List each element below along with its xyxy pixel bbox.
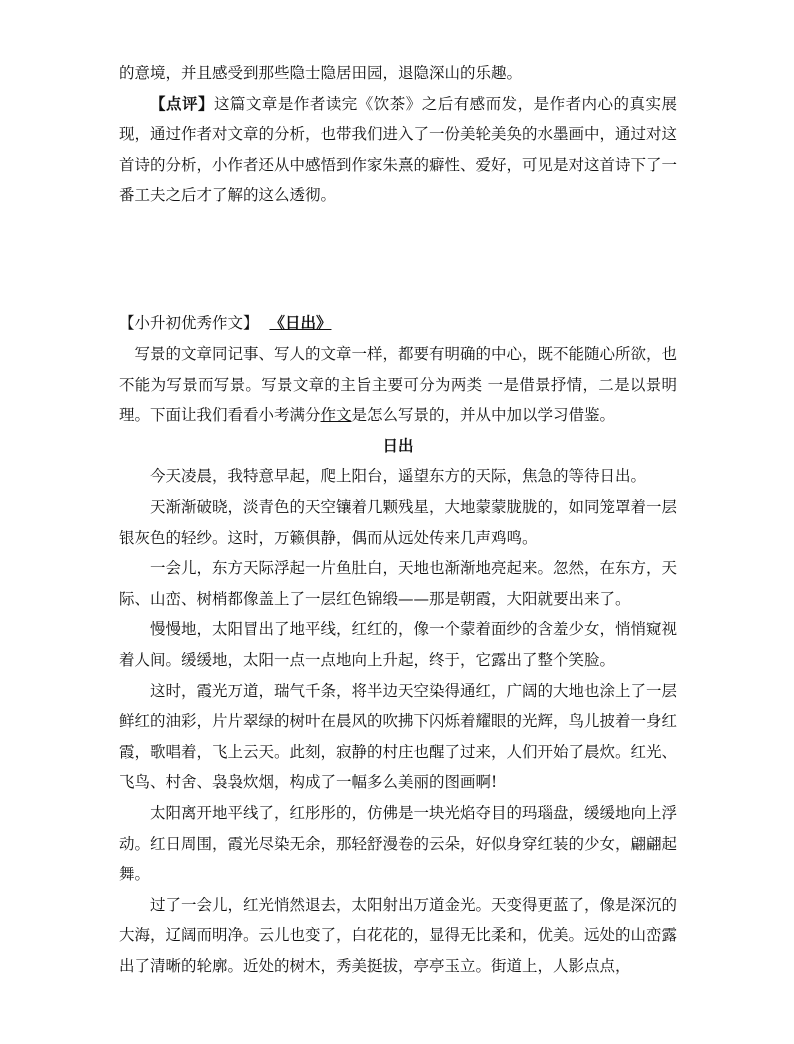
paragraph-3: 一会儿，东方天际浮起一片鱼肚白，天地也渐渐地亮起来。忽然，在东方，天际、山峦、树梢都像盖上了一层红色锦缎——那是朝霞，大阳就要出来了。 [119,559,678,608]
intro-after: 是怎么写景的，并从中加以学习借鉴。 [351,406,616,425]
intro-paragraph [119,339,677,431]
review-label: 【点评】 [150,93,214,113]
intro-link[interactable]: 作文 [320,406,352,425]
paragraph-4: 慢慢地，太阳冒出了地平线，红红的，像一个蒙着面纱的含羞少女，悄悄窥视着人间。缓缓地，太阳一点一点地向上升起，终于，它露出了整个笑脸。 [119,620,678,669]
essay-block [119,339,677,981]
section-header [119,309,331,337]
essay-title: 日出 [382,435,414,455]
paragraph-5: 这时，霞光万道，瑞气千条，将半边天空染得通红，广阔的大地也涂上了一层鲜红的油彩，片片翠绿的树叶在晨风的吹拂下闪烁着耀眼的光辉，鸟儿披着一身红霞，歌唱着，飞上云天。此刻，寂静的村庄也醒了过来，人们开始了晨炊。红光、飞鸟、村舍、袅袅炊烟，构成了一幅多么美丽的图画啊! [119,681,678,792]
intro-before: 写景的文章同记事、写人的文章一样，都要有明确的中心，既不能随心所欲，也不能为写景而写景。写景文章的主旨主要可分为两类 一是借景抒情，二是以景明理。下面让我们看看小考满分 [119,345,678,425]
paragraph-6: 太阳离开地平线了，红彤彤的，仿佛是一块光焰夺目的玛瑙盘，缓缓地向上浮动。红日周围，霞光尽染无余，那轻舒漫卷的云朵，好似身穿红装的少女，翩翩起舞。 [119,803,678,884]
essay-title-link[interactable]: 《日出》 [269,313,332,332]
continued-line: 的意境，并且感受到那些隐士隐居田园，退隐深山的乐趣。 [119,64,523,82]
top-block [119,58,677,211]
review-paragraph [119,89,677,211]
paragraph-2: 天渐渐破晓，淡青色的天空镶着几颗残星，大地蒙蒙胧胧的，如同笼罩着一层银灰色的轻纱。这时，万籁俱静，偶而从远处传来几声鸡鸣。 [119,497,678,547]
paragraph-7: 过了一会儿，红光悄然退去，太阳射出万道金光。天变得更蓝了，像是深沉的大海，辽阔而明净。云儿也变了，白花花的，显得无比柔和，优美。远处的山峦露出了清晰的轮廓。近处的树木，秀美挺拔，亭亭玉立。街道上，人影点点， [119,895,678,975]
section-tag: 【小升初优秀作文】 [119,314,259,332]
review-text: 这篇文章是作者读完《饮茶》之后有感而发，是作者内心的真实展现，通过作者对文章的分析，也带我们进入了一份美轮美奂的水墨画中，通过对这首诗的分析，小作者还从中感悟到作家朱熹的癖性、爱好，可见是对这首诗下了一番工夫之后才了解的这么透彻。 [119,94,678,205]
paragraph-1: 今天凌晨，我特意早起，爬上阳台，遥望东方的天际，焦急的等待日出。 [150,467,647,486]
